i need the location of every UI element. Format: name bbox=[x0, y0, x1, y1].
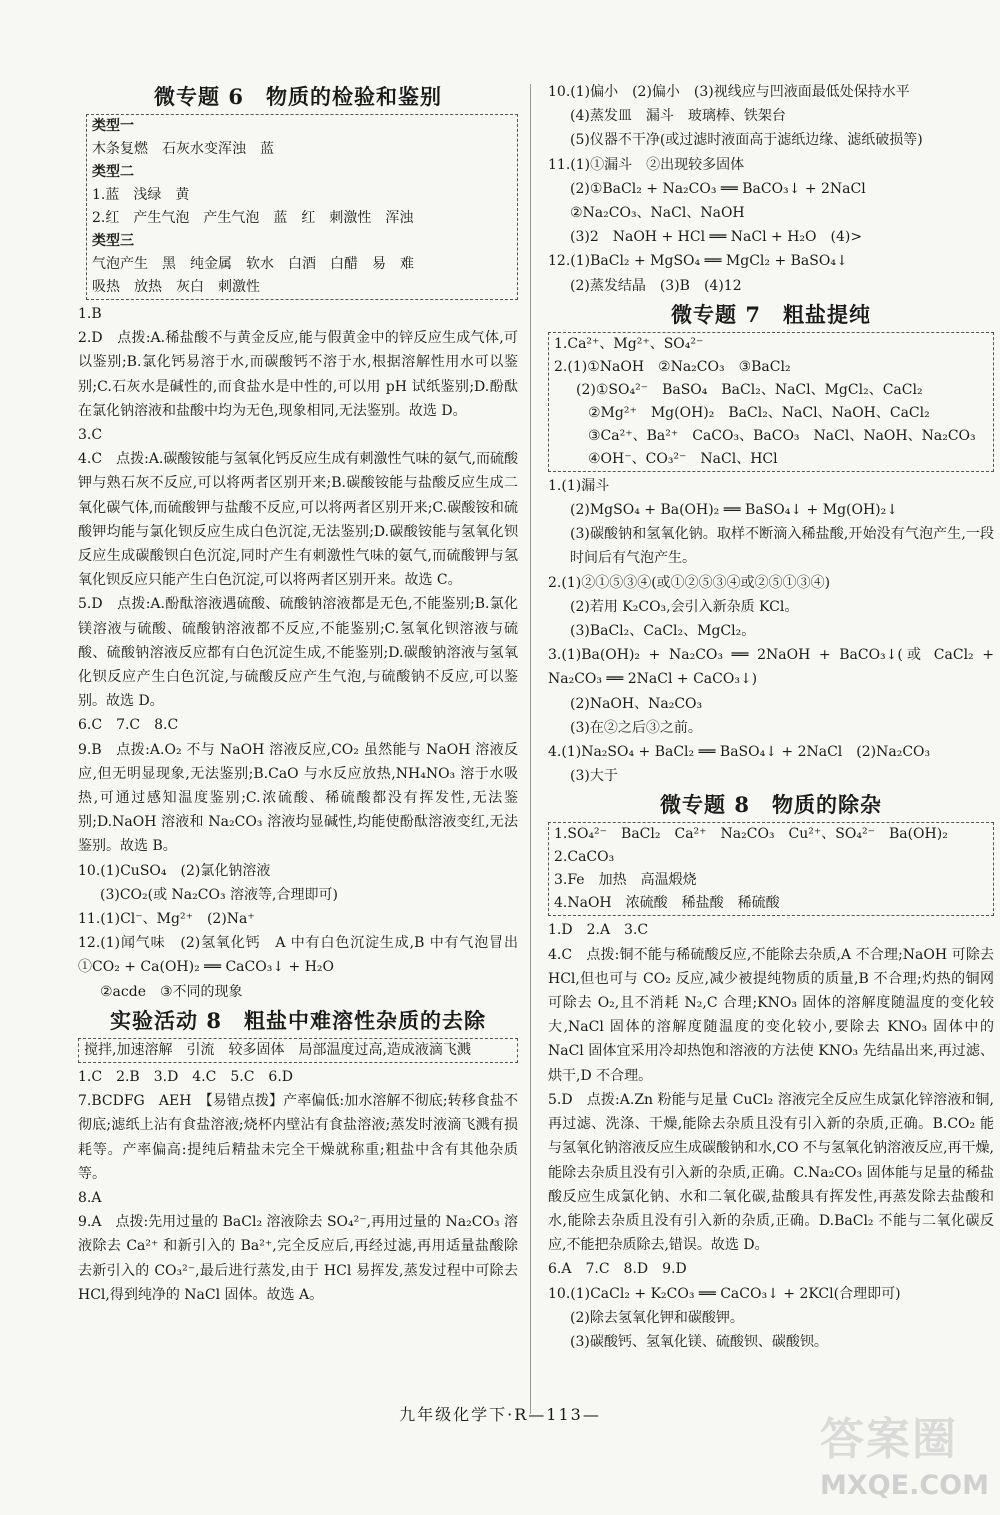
box-line: ④OH⁻、CO₃²⁻ NaCl、HCl bbox=[588, 450, 778, 467]
box-line: 2.红 产生气泡 产生气泡 蓝 红 刺激性 浑浊 bbox=[92, 210, 414, 226]
box-line: 2.CaCO₃ bbox=[554, 849, 615, 866]
answer-item: (2)蒸发结晶 (3)B (4)12 bbox=[570, 277, 742, 294]
left-column bbox=[78, 80, 532, 1307]
box-line: 气泡产生 黑 纯金属 软水 白酒 白醋 易 难 bbox=[92, 256, 414, 272]
answer-item: 9.B 点拨:A.O₂ 不与 NaOH 溶液反应,CO₂ 虽然能与 NaOH 溶液反应,但无明显现象,无法鉴别;B.CaO 与水反应放热,NH₄NO₃ 溶于水吸热,可通过感知温度鉴别;C.浓硫酸、稀硫酸都没有挥发性,无法鉴别;D.NaOH 溶液和 Na₂CO₃ 溶液均显碱性,均能使酚酞溶液变红,无法鉴别。故选 B。 bbox=[78, 741, 518, 855]
box-line: ③Ca²⁺、Ba²⁺ CaCO₃、BaCO₃ NaCl、NaOH、Na₂CO₃ bbox=[588, 427, 976, 444]
answer-item: (3)CO₂(或 Na₂CO₃ 溶液等,合理即可) bbox=[100, 886, 338, 903]
box-line: 1.蓝 浅绿 黄 bbox=[92, 187, 190, 203]
answer-item: 2.D 点拨:A.稀盐酸不与黄金反应,能与假黄金中的锌反应生成气体,可以鉴别;B.氯化钙易溶于水,而碳酸钙不溶于水,根据溶解性用水可以鉴别;C.石灰水是碱性的,而食盐水是中性的,可以用 pH 试纸鉴别;D.酚酞在氯化钠溶液和盐酸中均为无色,现象相同,无法鉴别。故选 D。 bbox=[78, 330, 518, 419]
right-column bbox=[548, 80, 994, 1354]
answer-item: (3)2 NaOH + HCl ══ NaCl + H₂O (4)> bbox=[570, 229, 863, 246]
watermark-url: MXQE.COM bbox=[820, 1470, 989, 1501]
answer-item: (4)蒸发皿 漏斗 玻璃棒、铁架台 bbox=[570, 108, 786, 125]
answer-item: 6.A 7.C 8.D 9.D bbox=[548, 1261, 687, 1278]
answer-item: 5.D 点拨:A.酚酞溶液遇硫酸、硫酸钠溶液都是无色,不能鉴别;B.氯化镁溶液与硫酸、硫酸钠溶液都不反应,不能鉴别;C.氢氧化钡溶液与硫酸、硫酸钠溶液反应都有白色沉淀生成,不能鉴别;D.碳酸钠溶液与氢氧化钡反应产生白色沉淀,与硫酸反应产生气泡,与硫酸钠不反应,可以鉴别。故选 D。 bbox=[78, 596, 518, 710]
answer-item: (2)MgSO₄ + Ba(OH)₂ ══ BaSO₄↓ + Mg(OH)₂↓ bbox=[570, 502, 898, 519]
answer-box-7 bbox=[548, 332, 994, 472]
watermark-logo bbox=[820, 1410, 995, 1510]
box-line: 木条复燃 石灰水变浑浊 蓝 bbox=[92, 141, 274, 157]
answer-item: 10.(1)偏小 (2)偏小 (3)视线应与凹液面最低处保持水平 bbox=[548, 84, 910, 100]
answer-box-8 bbox=[548, 822, 994, 916]
answer-item: ②Na₂CO₃、NaCl、NaOH bbox=[570, 205, 745, 222]
answer-item: 3.(1)Ba(OH)₂ + Na₂CO₃ ══ 2NaOH + BaCO₃↓(或 CaCl₂ + Na₂CO₃ ══ 2NaCl + CaCO₃↓) bbox=[548, 647, 994, 688]
answer-item: 2.(1)②①⑤③④(或①②⑤③④或②⑤①③④) bbox=[548, 574, 831, 591]
answer-item: 9.A 点拨:先用过量的 BaCl₂ 溶液除去 SO₄²⁻,再用过量的 Na₂CO₃ 溶液除去 Ca²⁺ 和新引入的 Ba²⁺,完全反应后,再经过滤,再用适量盐酸除去新引入的 CO₃²⁻,最后进行蒸发,由于 HCl 易挥发,蒸发过程中可除去 HCl,得到纯净的 NaCl 固体。故选 A。 bbox=[78, 1214, 519, 1303]
box-line: 4.NaOH 浓硫酸 稀盐酸 稀硫酸 bbox=[554, 895, 780, 912]
answer-item: 12.(1)BaCl₂ + MgSO₄ ══ MgCl₂ + BaSO₄↓ bbox=[548, 253, 848, 270]
answer-item: 4.(1)Na₂SO₄ + BaCl₂ ══ BaSO₄↓ + 2NaCl (2)Na₂CO₃ bbox=[548, 744, 931, 761]
box-line: 1.Ca²⁺、Mg²⁺、SO₄²⁻ bbox=[554, 335, 704, 352]
box-line: 1.SO₄²⁻ BaCl₂ Ca²⁺ Na₂CO₃ Cu²⁺、SO₄²⁻ Ba(OH)₂ bbox=[554, 826, 948, 843]
answer-item: 11.(1)①漏斗 ②出现较多固体 bbox=[548, 156, 745, 173]
section-title-7: 微专题 7 粗盐提纯 bbox=[671, 301, 871, 327]
answer-item: 8.A bbox=[78, 1189, 102, 1206]
answer-item: (2)①BaCl₂ + Na₂CO₃ ══ BaCO₃↓ + 2NaCl bbox=[570, 180, 866, 197]
box-line: 吸热 放热 灰白 刺激性 bbox=[92, 279, 260, 295]
answer-item: (3)大于 bbox=[570, 768, 618, 785]
answer-item: 7.BCDFG AEH 【易错点拨】产率偏低:加水溶解不彻底;转移食盐不彻底;滤纸上沾有食盐溶液;烧杯内壁沾有食盐溶液;蒸发时液滴飞溅有损耗等。产率偏高:提纯后精盐未完全干燥就称重;粗盐中含有其他杂质等。 bbox=[78, 1093, 518, 1182]
box-line: (2)①SO₄²⁻ BaSO₄ BaCl₂、NaCl、MgCl₂、CaCl₂ bbox=[576, 381, 923, 398]
watermark-text: 答案圈 bbox=[820, 1414, 958, 1465]
answer-item: 1.D 2.A 3.C bbox=[548, 922, 649, 939]
answer-item: 5.D 点拨:A.Zn 粉能与足量 CuCl₂ 溶液完全反应生成氯化锌溶液和铜,再过滤、洗涤、干燥,能除去杂质且没有引入新的杂质,正确。B.CO₂ 能与氢氧化钠溶液反应生成碳酸钠和水,CO 不与氢氧化钠溶液反应,再干燥,能除去杂质且没有引入新的杂质,正确。C.Na₂CO₃ 固体能与足量的稀盐酸反应生成氯化钠、水和二氧化碳,盐酸具有挥发性,再蒸发除去盐酸和水,能除去杂质且没有引入新的杂质,正确。D.BaCl₂ 不能与二氧化碳反应,不能把杂质除去,错误。故选 D。 bbox=[548, 1091, 994, 1254]
answer-item: (3)碳酸钠和氢氧化钠。取样不断滴入稀盐酸,开始没有气泡产生,一段时间后有气泡产生。 bbox=[570, 526, 994, 567]
answer-item: 12.(1)闻气味 (2)氢氧化钙 A 中有白色沉淀生成,B 中有气泡冒出 ①CO₂ + Ca(OH)₂ ══ CaCO₃↓ + H₂O bbox=[78, 935, 532, 976]
answer-item: 11.(1)Cl⁻、Mg²⁺ (2)Na⁺ bbox=[78, 911, 255, 928]
box-heading: 类型二 bbox=[92, 164, 134, 180]
answer-item: 6.C 7.C 8.C bbox=[78, 717, 179, 734]
answer-item: (3)BaCl₂、CaCl₂、MgCl₂。 bbox=[570, 623, 756, 640]
answer-item: 10.(1)CaCl₂ + K₂CO₃ ══ CaCO₃↓ + 2KCl(合理即可) bbox=[548, 1285, 901, 1302]
section-title-activity-8: 实验活动 8 粗盐中难溶性杂质的去除 bbox=[110, 1007, 486, 1033]
answer-item: (3)在②之后③之前。 bbox=[570, 719, 702, 736]
answer-box-activity-8: 搅拌,加速溶解 引流 较多固体 局部温度过高,造成液滴飞溅 bbox=[78, 1038, 518, 1063]
answer-item: 1.C 2.B 3.D 4.C 5.C 6.D bbox=[78, 1068, 294, 1085]
section-title-6: 微专题 6 物质的检验和鉴别 bbox=[154, 84, 442, 109]
column-divider bbox=[530, 84, 531, 1414]
box-heading: 类型三 bbox=[92, 233, 134, 249]
answer-item: 4.C 点拨:A.碳酸铵能与氢氧化钙反应生成有刺激性气味的氨气,而硫酸钾与熟石灰不反应,可以将两者区别开来;B.碳酸铵能与盐酸反应生成二氧化碳气体,而硫酸钾与盐酸不反应,可以将两者区别开来;C.碳酸铵和硫酸钾均能与氯化钡反应生成白色沉淀,无法鉴别;D.碳酸铵能与氢氧化钡反应生成碳酸钡白色沉淀,同时产生有刺激性气味的氨气,而硫酸钾与氢氧化钡反应只能产生白色沉淀,可以将两者区别开来。故选 C。 bbox=[78, 451, 518, 589]
answer-box-6 bbox=[86, 114, 518, 300]
section-title-8: 微专题 8 物质的除杂 bbox=[660, 792, 882, 818]
answer-item: (2)NaOH、Na₂CO₃ bbox=[570, 695, 703, 712]
answer-item: 1.(1)漏斗 bbox=[548, 477, 610, 494]
answer-item: (3)碳酸钙、氢氧化镁、硫酸钡、碳酸钡。 bbox=[570, 1333, 828, 1350]
answer-item: 4.C 点拨:铜不能与稀硫酸反应,不能除去杂质,A 不合理;NaOH 可除去 HCl,但也可与 CO₂ 反应,减少被提纯物质的质量,B 不合理;灼热的铜网可除去 O₂,且不消耗 N₂,C 合理;KNO₃ 固体的溶解度随温度的变化较大,NaCl 固体的溶解度随温度的变化较小,要除去 KNO₃ 固体中的 NaCl 固体宜采用冷却热饱和溶液的方法使 KNO₃ 先结晶出来,再过滤、烘干,D 不合理。 bbox=[548, 946, 994, 1084]
answer-item: (2)除去氢氧化钾和碳酸钾。 bbox=[570, 1309, 744, 1326]
box-line: 3.Fe 加热 高温煅烧 bbox=[554, 872, 697, 889]
page-footer: 九年级化学下·R—113— bbox=[399, 1405, 601, 1424]
answer-item: (2)若用 K₂CO₃,会引入新杂质 KCl。 bbox=[570, 598, 799, 615]
answer-item: 3.C bbox=[78, 427, 103, 444]
answer-item: (5)仪器不干净(或过滤时液面高于滤纸边缘、滤纸破损等) bbox=[570, 132, 923, 149]
answer-item: 10.(1)CuSO₄ (2)氯化钠溶液 bbox=[78, 862, 271, 879]
answer-item: 1.B bbox=[78, 306, 102, 322]
box-line: ②Mg²⁺ Mg(OH)₂ BaCl₂、NaCl、NaOH、CaCl₂ bbox=[588, 404, 930, 421]
box-line: 2.(1)①NaOH ②Na₂CO₃ ③BaCl₂ bbox=[554, 358, 791, 375]
box-heading: 类型一 bbox=[92, 118, 134, 134]
answer-item: ②acde ③不同的现象 bbox=[100, 983, 243, 1000]
